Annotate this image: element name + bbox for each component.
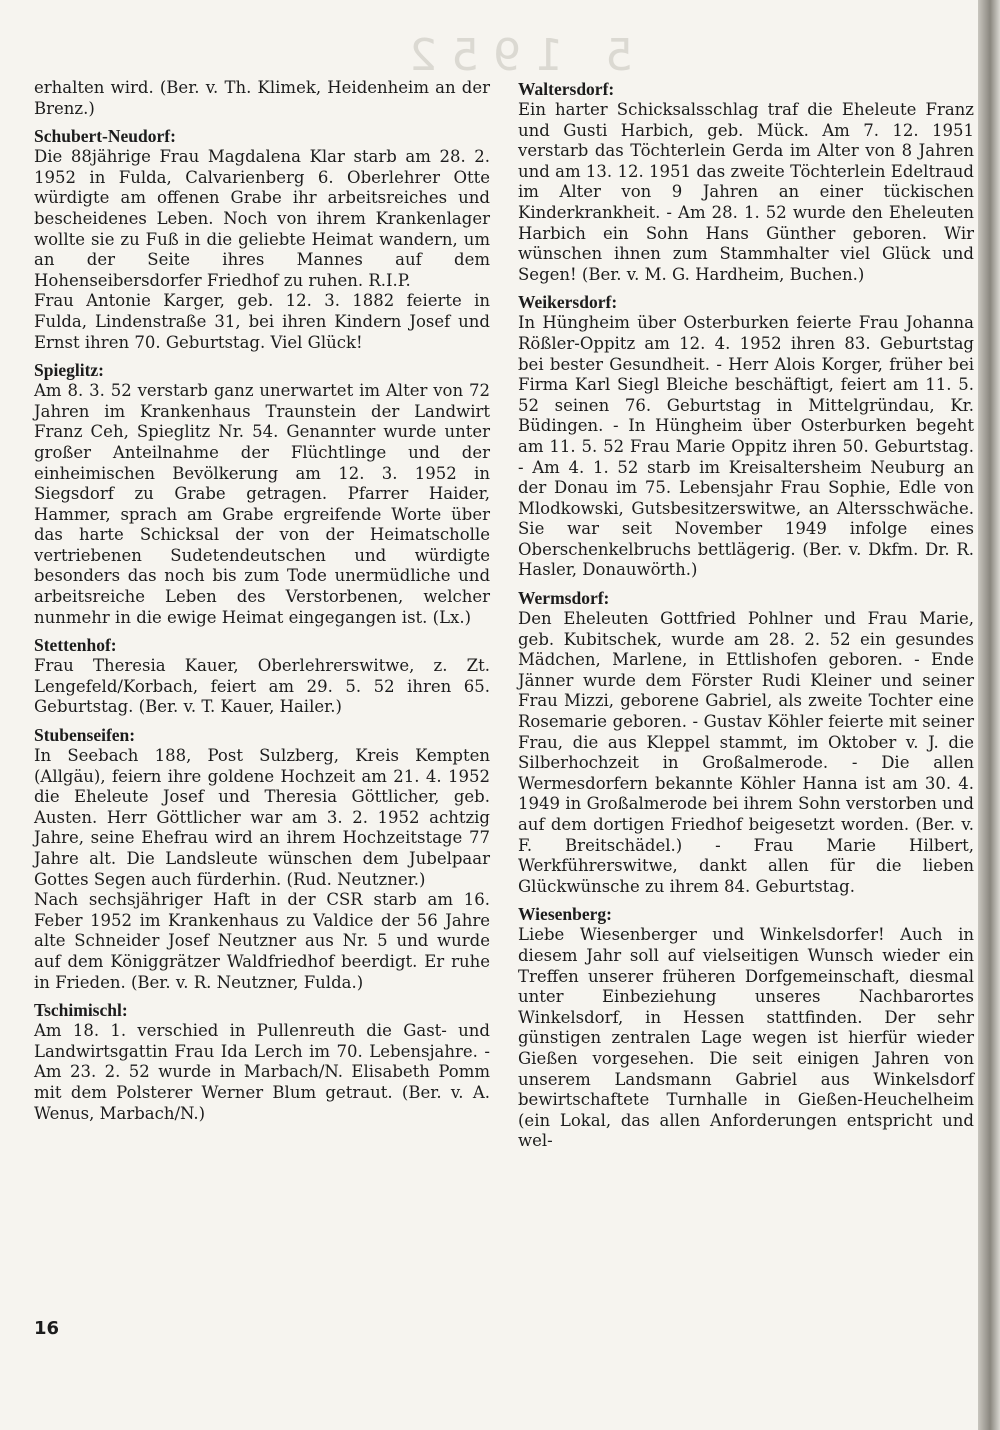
paragraph: Frau Antonie Karger, geb. 12. 3. 1882 feierte in Fulda, Lindenstraße 31, bei ihren Kindern Josef und Ernst ihren 70. Geburtstag. Viel Glück! <box>34 291 490 352</box>
section-heading-tschimischl: Tschimischl: <box>34 1000 128 1021</box>
paragraph: In Hüngheim über Osterburken feierte Frau Johanna Rößler-Oppitz am 12. 4. 1952 ihren 83. Geburtstag bei bester Gesundheit. - Herr Alois Korger, früher bei Firma Karl Siegl Bleiche beschäftigt, feiert am 11. 5. 52 seinen 76. Geburtstag in Mittelgründau, Kr. Büdingen. - In Hüngheim über Osterburken begeht am 11. 5. 52 Frau Marie Oppitz ihren 50. Geburtstag. - Am 4. 1. 52 starb im Kreisaltersheim Neuburg an der Donau im 75. Lebensjahr Frau Sophie, Edle von Mlodkowski, Gutsbesitzerswitwe, an Altersschwäche. Sie war seit November 1949 infolge eines Oberschenkelbruchs bettlägerig. (Ber. v. Dkfm. Dr. R. Hasler, Donauwörth.) <box>518 313 974 580</box>
paragraph: In Seebach 188, Post Sulzberg, Kreis Kempten (Allgäu), feiern ihre goldene Hochzeit am 21. 4. 1952 die Eheleute Josef und Theresia Göttlicher, geb. Austen. Herr Göttlicher war am 3. 2. 1952 achtzig Jahre, seine Ehefrau wird an ihrem Hochzeitstage 77 Jahre alt. Die Landsleute wünschen dem Jubelpaar Gottes Segen auch fürderhin. (Rud. Neutzner.) <box>34 746 490 889</box>
left-column <box>34 78 490 1124</box>
section-heading-stettenhof: Stettenhof: <box>34 635 117 656</box>
section-heading-waltersdorf: Waltersdorf: <box>518 79 615 99</box>
right-column <box>518 78 974 1152</box>
paragraph: Den Eheleuten Gottfried Pohlner und Frau Marie, geb. Kubitschek, wurde am 28. 2. 52 ein gesundes Mädchen, Marlene, in Ettlishofen geboren. - Ende Jänner wurde dem Förster Rudi Kleiner und seiner Frau Mizzi, geborene Gabriel, als zweite Tochter eine Rosemarie geboren. - Gustav Köhler feierte mit seiner Frau, die aus Kleppel stammt, im Oktober v. J. die Silberhochzeit in Großalmerode. - Die allen Wermesdorfern bekannte Köhler Hanna ist am 30. 4. 1949 in Großalmerode bei ihrem Sohn verstorben und auf dem dortigen Friedhof beigesetzt worden. (Ber. v. F. Breitschädel.) - Frau Marie Hilbert, Werkführerswitwe, dankt allen für die lieben Glückwünsche zu ihrem 84. Geburtstag. <box>518 609 974 896</box>
paragraph: Die 88jährige Frau Magdalena Klar starb am 28. 2. 1952 in Fulda, Calvarienberg 6. Oberlehrer Otte würdigte am offenen Grabe ihr arbeitsreiches und bescheidenes Leben. Noch von ihrem Krankenlager wollte sie zu Fuß in die geliebte Heimat wandern, um an der Seite ihres Mannes auf dem Hohenseibersdorfer Friedhof zu ruhen. R.I.P. <box>34 147 490 290</box>
paragraph: Am 8. 3. 52 verstarb ganz unerwartet im Alter von 72 Jahren im Krankenhaus Traunstein der Landwirt Franz Ceh, Spieglitz Nr. 54. Genannter wurde unter großer Anteilnahme der Flüchtlinge und der einheimischen Bevölkerung am 12. 3. 1952 in Siegsdorf zu Grabe getragen. Pfarrer Haider, Hammer, sprach am Grabe ergreifende Worte über das harte Schicksal der von der Heimatscholle vertriebenen Sudetendeutschen und würdigte besonders das noch bis zum Tode unermüdliche und arbeitsreiche Leben des Verstorbenen, welcher nunmehr in die ewige Heimat eingegangen ist. (Lx.) <box>34 381 490 627</box>
section-heading-spieglitz: Spieglitz: <box>34 360 104 381</box>
paragraph: Frau Theresia Kauer, Oberlehrerswitwe, z. Zt. Lengefeld/Korbach, feiert am 29. 5. 52 ihren 65. Geburtstag. (Ber. v. T. Kauer, Hailer.) <box>34 656 490 717</box>
page-binding-edge <box>978 0 1000 1430</box>
page-number: 16 <box>34 1318 60 1339</box>
paragraph: Ein harter Schicksalsschlag traf die Eheleute Franz und Gusti Harbich, geb. Mück. Am 7. 12. 1951 verstarb das Töchterlein Gerda im Alter von 8 Jahren und am 13. 12. 1951 das zweite Töchterlein Edeltraud im Alter von 9 Jahren an einer tückischen Kinderkrankheit. - Am 28. 1. 52 wurde den Eheleuten Harbich ein Sohn Hans Günther geboren. Wir wünschen ihnen zum Stammhalter viel Glück und Segen! (Ber. v. M. G. Hardheim, Buchen.) <box>518 100 974 284</box>
paragraph: Am 18. 1. verschied in Pullenreuth die Gast- und Landwirtsgattin Frau Ida Lerch im 70. Lebensjahre. - Am 23. 2. 52 wurde in Marbach/N. Elisabeth Pomm mit dem Polsterer Werner Blum getraut. (Ber. v. A. Wenus, Marbach/N.) <box>34 1021 490 1123</box>
section-heading-stubenseifen: Stubenseifen: <box>34 725 136 746</box>
section-heading-schubert-neudorf: Schubert-Neudorf: <box>34 126 176 147</box>
watermark-stamp: 5 1952 <box>395 30 633 81</box>
section-heading-wiesenberg: Wiesenberg: <box>518 904 612 925</box>
section-heading-wermsdorf: Wermsdorf: <box>518 588 610 609</box>
paragraph: erhalten wird. (Ber. v. Th. Klimek, Heidenheim an der Brenz.) <box>34 78 490 118</box>
paragraph: Nach sechsjähriger Haft in der CSR starb am 16. Feber 1952 im Krankenhaus zu Valdice der 56 Jahre alte Schneider Josef Neutzner aus Nr. 5 und wurde auf dem Königgrätzer Waldfriedhof beerdigt. Er ruhe in Frieden. (Ber. v. R. Neutzner, Fulda.) <box>34 890 490 992</box>
paragraph: Liebe Wiesenberger und Winkelsdorfer! Auch in diesem Jahr soll auf vielseitigen Wunsch wieder ein Treffen unserer früheren Dorfgemeinschaft, diesmal unter Einbeziehung unseres Nachbarortes Winkelsdorf, in Hessen stattfinden. Der sehr günstigen zentralen Lage wegen ist hierfür wieder Gießen vorgesehen. Die seit einigen Jahren von unserem Landsmann Gabriel aus Winkelsdorf bewirtschaftete Turnhalle in Gießen-Heuchelheim (ein Lokal, das allen Anforderungen entspricht und wel- <box>518 925 974 1151</box>
section-heading-weikersdorf: Weikersdorf: <box>518 292 618 313</box>
